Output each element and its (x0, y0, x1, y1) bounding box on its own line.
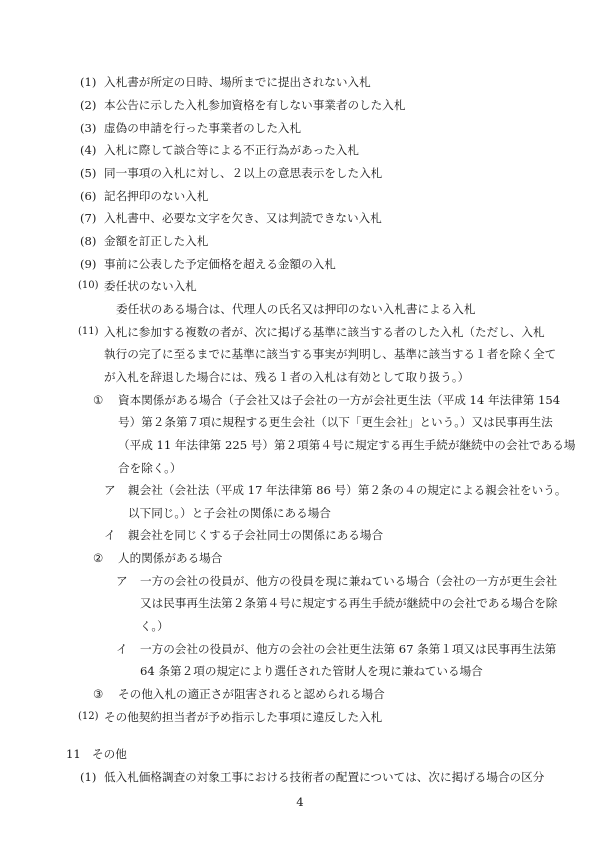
item-text: 入札に際して談合等による不正行為があった入札 (104, 143, 359, 157)
item-text: 本公告に示した入札参加資格を有しない事業者のした入札 (104, 98, 406, 112)
kana-marker: ア (116, 574, 128, 588)
kana-marker: イ (116, 642, 128, 656)
item-number: (4) (80, 143, 97, 157)
item-text: 委任状のない入札 (104, 279, 197, 293)
item-text: 親会社を同じくする子会社同士の関係にある場合 (128, 528, 384, 542)
item-text: 記名押印のない入札 (104, 189, 209, 203)
item-number: (1) (80, 75, 97, 89)
item-text: 入札書が所定の日時、場所までに提出されない入札 (104, 75, 371, 89)
item-text: 低入札価格調査の対象工事における技術者の配置については、次に掲げる場合の区分 (104, 770, 545, 784)
item-text: 一方の会社の役員が、他方の役員を現に兼ねている場合（会社の一方が更生会社 (140, 574, 558, 588)
item-number: (7) (80, 211, 97, 225)
item-number: (12) (78, 711, 99, 722)
item-text: 事前に公表した予定価格を超える金額の入札 (104, 257, 336, 271)
kana-marker: ア (104, 483, 116, 497)
circled-number: ① (93, 393, 104, 407)
item-text: その他入札の適正さが阻害されると認められる場合 (118, 687, 385, 701)
item-text: （平成 11 年法律第 225 号）第２項第４号に規定する再生手続が継続中の会社である場 (118, 438, 576, 452)
item-text: 親会社（会社法（平成 17 年法律第 86 号）第２条の４の規定による親会社をいう。 (128, 483, 567, 497)
item-text: が入札を辞退した場合には、残る１者の入札は有効として取り扱う。） (104, 370, 470, 384)
item-number: (5) (80, 166, 97, 180)
item-text: 又は民事再生法第２条第４号に規定する再生手続が継続中の会社である場合を除 (140, 596, 558, 610)
item-subtext: 委任状のある場合は、代理人の氏名又は押印のない入札書による入札 (116, 302, 476, 316)
item-text: 入札に参加する複数の者が、次に掲げる基準に該当する者のした入札（ただし、入札 (104, 325, 545, 339)
item-number: (3) (80, 121, 97, 135)
item-text: 人的関係がある場合 (118, 551, 223, 565)
item-number: (2) (80, 98, 97, 112)
item-text: 資本関係がある場合（子会社又は子会社の一方が会社更生法（平成 14 年法律第 154 (118, 393, 561, 407)
section-title: その他 (92, 747, 127, 761)
item-text: く。） (140, 619, 169, 633)
item-text: 以下同じ。）と子会社の関係にある場合 (128, 506, 331, 520)
item-number: (1) (80, 770, 97, 784)
circled-number: ③ (93, 687, 104, 701)
item-text: 入札書中、必要な文字を欠き、又は判読できない入札 (104, 211, 382, 225)
item-number: (9) (80, 257, 97, 271)
item-number: (10) (78, 280, 99, 291)
item-text: 執行の完了に至るまでに基準に該当する事実が判明し、基準に該当する１者を除く全て (104, 347, 557, 361)
item-text: 号）第２条第７項に規程する更生会社（以下「更生会社」という。）又は民事再生法 (118, 415, 553, 429)
circled-number: ② (93, 551, 104, 565)
item-text: 一方の会社の役員が、他方の会社の会社更生法第 67 条第１項又は民事再生法第 (140, 642, 557, 656)
item-text: 虚偽の申請を行った事業者のした入札 (104, 121, 302, 135)
kana-marker: イ (104, 528, 116, 542)
item-text: 金額を訂正した入札 (104, 234, 209, 248)
section-number: 11 (66, 747, 81, 761)
item-text: 合を除く。） (118, 461, 182, 475)
item-text: その他契約担当者が予め指示した事項に違反した入札 (104, 710, 383, 724)
item-number: (6) (80, 189, 97, 203)
item-text: 同一事項の入札に対し、２以上の意思表示をした入札 (104, 166, 383, 180)
item-text: 64 条第２項の規定により選任された管財人を現に兼ねている場合 (140, 664, 483, 678)
item-number: (8) (80, 234, 97, 248)
item-number: (11) (78, 326, 99, 337)
page-number: 4 (296, 795, 304, 809)
